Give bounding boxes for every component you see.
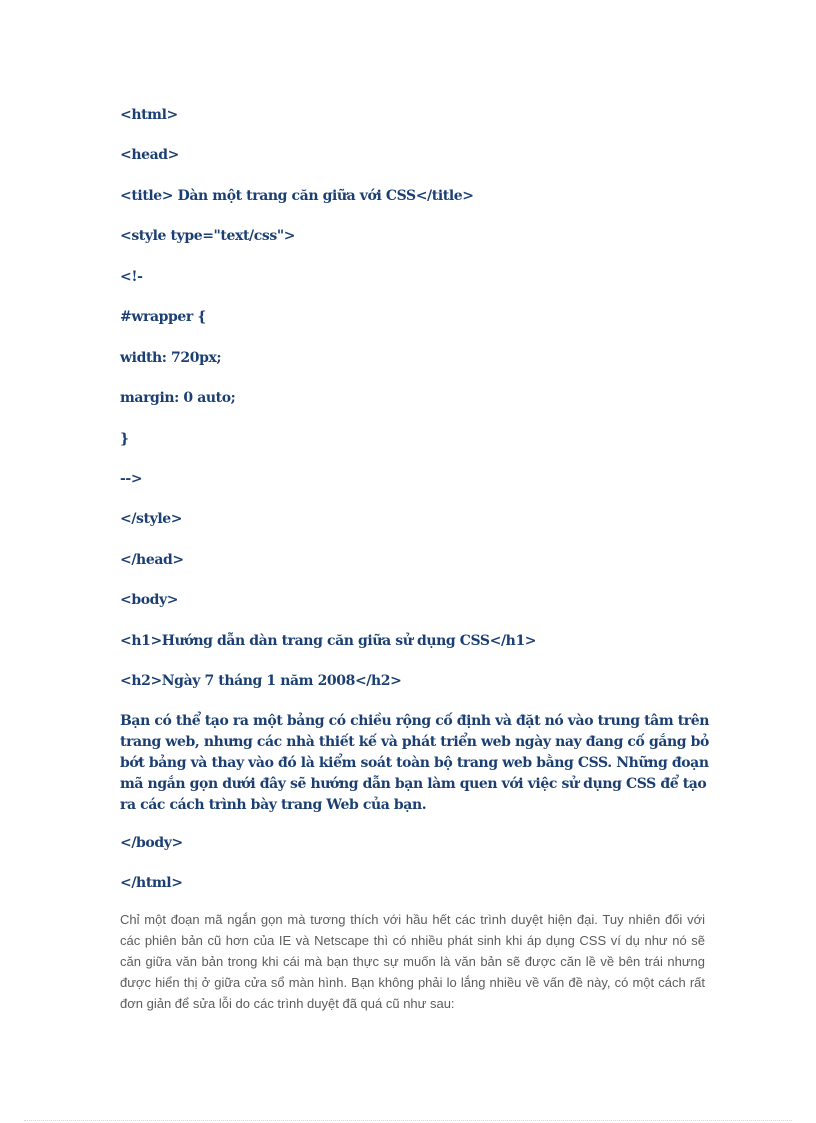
code-line-style-close: </style> [120, 511, 183, 527]
code-line-comment-open: <!- [120, 269, 143, 285]
code-line-style-open: <style type="text/css"> [120, 228, 296, 244]
code-line-h1: <h1>Hướng dẫn dàn trang căn giữa sử dụng CSS</h1> [120, 633, 537, 649]
code-line-h2: <h2>Ngày 7 tháng 1 năm 2008</h2> [120, 673, 402, 689]
code-line-html-close: </html> [120, 875, 183, 891]
code-line-title: <title> Dàn một trang căn giữa với CSS</title> [120, 188, 474, 204]
body-paragraph: Bạn có thể tạo ra một bảng có chiều rộng cố định và đặt nó vào trung tâm trên trang web, nhưng các nhà thiết kế và phát triển web ngày nay đang cố gắng bỏ bớt bảng và thay vào đó là kiểm soát toàn bộ trang web bằng CSS. Những đoạn mã ngắn gọn dưới đây sẽ hướng dẫn bạn làm quen với việc sử dụng CSS để tạo ra các cách trình bày trang Web của bạn. [120, 713, 710, 813]
code-line-width-rule: width: 720px; [120, 350, 222, 366]
code-line-comment-close: --> [120, 471, 143, 487]
explanation-paragraph: Chỉ một đoạn mã ngắn gọn mà tương thích với hầu hết các trình duyệt hiện đại. Tuy nhiên đối với các phiên bản cũ hơn của IE và Netscape thì có nhiều phát sinh khi áp dụng CSS ví dụ như nó sẽ căn giữa văn bản trong khi cái mà bạn thực sự muốn là văn bản sẽ được căn lề về bên trái nhưng được hiển thị ở giữa cửa sổ màn hình. Bạn không phải lo lắng nhiều về vấn đề này, có một cách rất đơn giản để sửa lỗi do các trình duyệt đã quá cũ như sau: [120, 912, 705, 1011]
code-line-head-close: </head> [120, 552, 184, 568]
code-line-margin-rule: margin: 0 auto; [120, 390, 236, 406]
code-line-head-open: <head> [120, 147, 180, 163]
code-line-html-open: <html> [120, 107, 178, 123]
code-line-wrapper-selector: #wrapper { [120, 309, 206, 325]
page-bottom-divider [24, 1120, 792, 1121]
code-line-body-open: <body> [120, 592, 179, 608]
code-line-close-brace: } [120, 431, 129, 447]
code-line-body-close: </body> [120, 835, 183, 851]
